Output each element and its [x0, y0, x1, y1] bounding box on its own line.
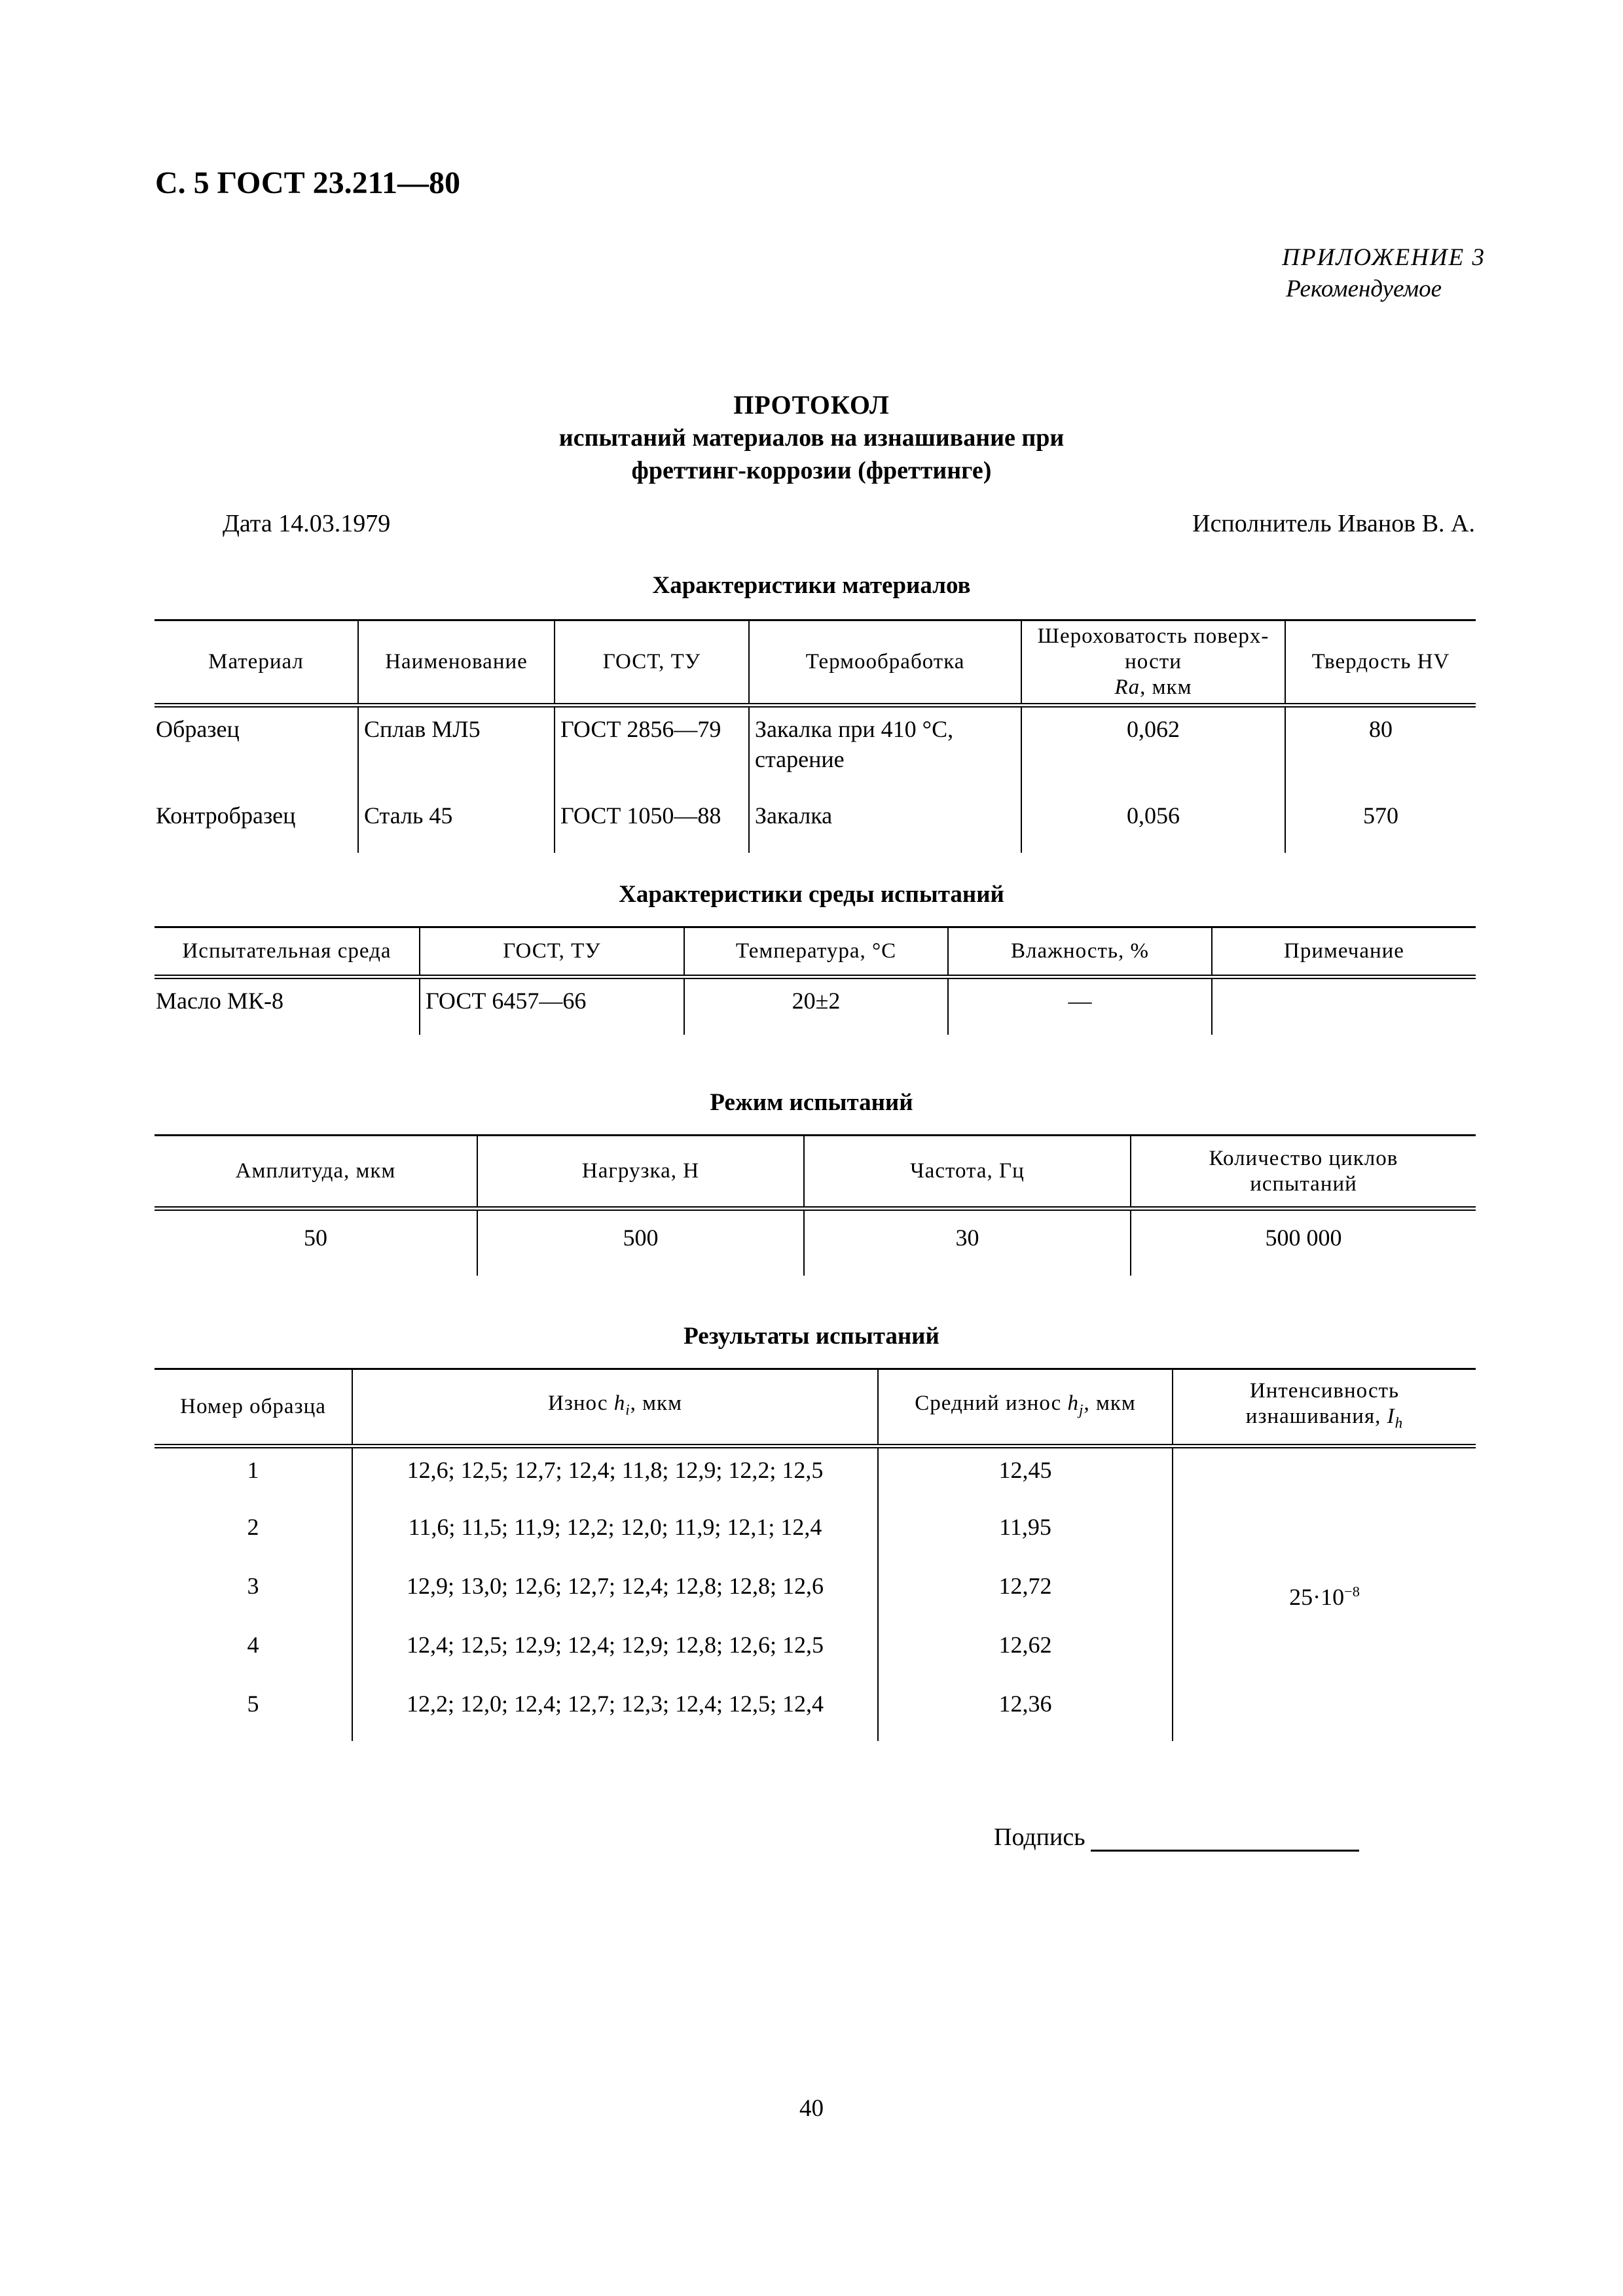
table-header-row — [155, 1369, 1476, 1446]
col-gost: ГОСТ, ТУ — [555, 620, 749, 706]
table-row — [155, 706, 1476, 794]
cell: ГОСТ 6457—66 — [420, 977, 684, 1035]
materials-table — [155, 619, 1476, 853]
protocol-executor: Исполнитель Иванов В. А. — [1192, 510, 1475, 537]
cell: 4 — [247, 1631, 259, 1658]
doc-subtitle-line2: фреттинг-коррозии (фреттинге) — [631, 457, 992, 484]
mode-table — [155, 1134, 1476, 1276]
signature-line — [1091, 1825, 1359, 1852]
table-header-row — [155, 927, 1476, 977]
cell: 2 — [247, 1513, 259, 1540]
cell: 500 000 — [1131, 1209, 1476, 1276]
cell: 500 — [477, 1209, 804, 1276]
results-table — [155, 1368, 1476, 1741]
col-gost: ГОСТ, ТУ — [420, 927, 684, 977]
cell: 0,056 — [1021, 794, 1285, 853]
cell: 1 — [247, 1457, 259, 1483]
doc-subtitle-line1: испытаний материалов на изнашивание при — [558, 424, 1065, 452]
cell: — — [948, 977, 1212, 1035]
col-heat-treatment: Термообработка — [749, 620, 1021, 706]
page-number: 40 — [799, 2095, 824, 2122]
cell: 570 — [1285, 794, 1476, 853]
cell: 80 — [1285, 706, 1476, 794]
cell: 12,36 — [878, 1682, 1173, 1741]
cell: 0,062 — [1021, 706, 1285, 794]
appendix-block — [1282, 242, 1486, 305]
cell: ГОСТ 2856—79 — [555, 706, 749, 794]
cell: 12,6; 12,5; 12,7; 12,4; 11,8; 12,9; 12,2; 12,5 — [352, 1446, 878, 1505]
cell: Образец — [156, 716, 240, 742]
cell: 3 — [247, 1572, 259, 1599]
table-row — [155, 794, 1476, 853]
signature-label: Подпись — [994, 1823, 1085, 1851]
col-frequency: Частота, Гц — [804, 1136, 1131, 1209]
col-test-medium: Испытательная среда — [155, 927, 420, 977]
cell: ГОСТ 1050—88 — [555, 794, 749, 853]
col-wear: Износ $h_i$, мкм — [352, 1369, 878, 1446]
col-roughness: Шероховатость поверх-ности Ra, мкм — [1021, 620, 1285, 706]
col-amplitude: Амплитуда, мкм — [155, 1136, 477, 1209]
intensity-value: $25\cdot 10^{-8}$ — [1173, 1446, 1476, 1741]
col-sample-number: Номер образца — [155, 1369, 352, 1446]
cell: 11,6; 11,5; 11,9; 12,2; 12,0; 11,9; 12,1; 12,4 — [352, 1505, 878, 1564]
cell: Закалка — [749, 794, 1021, 853]
col-temperature: Температура, °С — [684, 927, 948, 977]
table-row — [155, 977, 1476, 1035]
col-note: Примечание — [1212, 927, 1476, 977]
cell: Сталь 45 — [358, 794, 555, 853]
cell: 12,9; 13,0; 12,6; 12,7; 12,4; 12,8; 12,8; 12,6 — [352, 1564, 878, 1623]
cell: 11,95 — [878, 1505, 1173, 1564]
cell: 50 — [304, 1225, 327, 1251]
doc-title: ПРОТОКОЛ — [733, 390, 890, 420]
table-row — [155, 1209, 1476, 1276]
col-load: Нагрузка, Н — [477, 1136, 804, 1209]
mode-heading: Режим испытаний — [710, 1089, 913, 1116]
table-header-row — [155, 620, 1476, 706]
cell: 12,4; 12,5; 12,9; 12,4; 12,9; 12,8; 12,6; 12,5 — [352, 1623, 878, 1682]
cell: 30 — [804, 1209, 1131, 1276]
page-header: С. 5 ГОСТ 23.211—80 — [155, 166, 460, 200]
appendix-status: Рекомендуемое — [1286, 276, 1442, 302]
cell: 12,72 — [878, 1564, 1173, 1623]
signature-block — [994, 1823, 1359, 1852]
cell: Масло МК-8 — [156, 988, 283, 1014]
materials-heading: Характеристики материалов — [652, 572, 971, 599]
environment-heading: Характеристики среды испытаний — [619, 881, 1004, 908]
col-hardness: Твердость HV — [1285, 620, 1476, 706]
cell: Сплав МЛ5 — [358, 706, 555, 794]
cell — [1212, 977, 1476, 1035]
appendix-label: ПРИЛОЖЕНИЕ 3 — [1282, 244, 1486, 271]
cell: 12,2; 12,0; 12,4; 12,7; 12,3; 12,4; 12,5; 12,4 — [352, 1682, 878, 1741]
cell: 20±2 — [684, 977, 948, 1035]
col-cycles: Количество циклов испытаний — [1131, 1136, 1476, 1209]
protocol-date: Дата 14.03.1979 — [223, 510, 391, 537]
col-average-wear: Средний износ $h_j$, мкм — [878, 1369, 1173, 1446]
col-humidity: Влажность, % — [948, 927, 1212, 977]
col-material: Материал — [155, 620, 358, 706]
results-heading: Результаты испытаний — [684, 1323, 939, 1350]
cell: Закалка при 410 °С, старение — [749, 706, 1021, 794]
table-header-row — [155, 1136, 1476, 1209]
cell: 5 — [247, 1690, 259, 1717]
col-name: Наименование — [358, 620, 555, 706]
col-wear-intensity: Интенсивность изнашивания, $I_h$ — [1173, 1369, 1476, 1446]
table-row — [155, 1446, 1476, 1505]
environment-table — [155, 926, 1476, 1035]
cell: Контробразец — [156, 802, 296, 829]
cell: 12,62 — [878, 1623, 1173, 1682]
cell: 12,45 — [878, 1446, 1173, 1505]
